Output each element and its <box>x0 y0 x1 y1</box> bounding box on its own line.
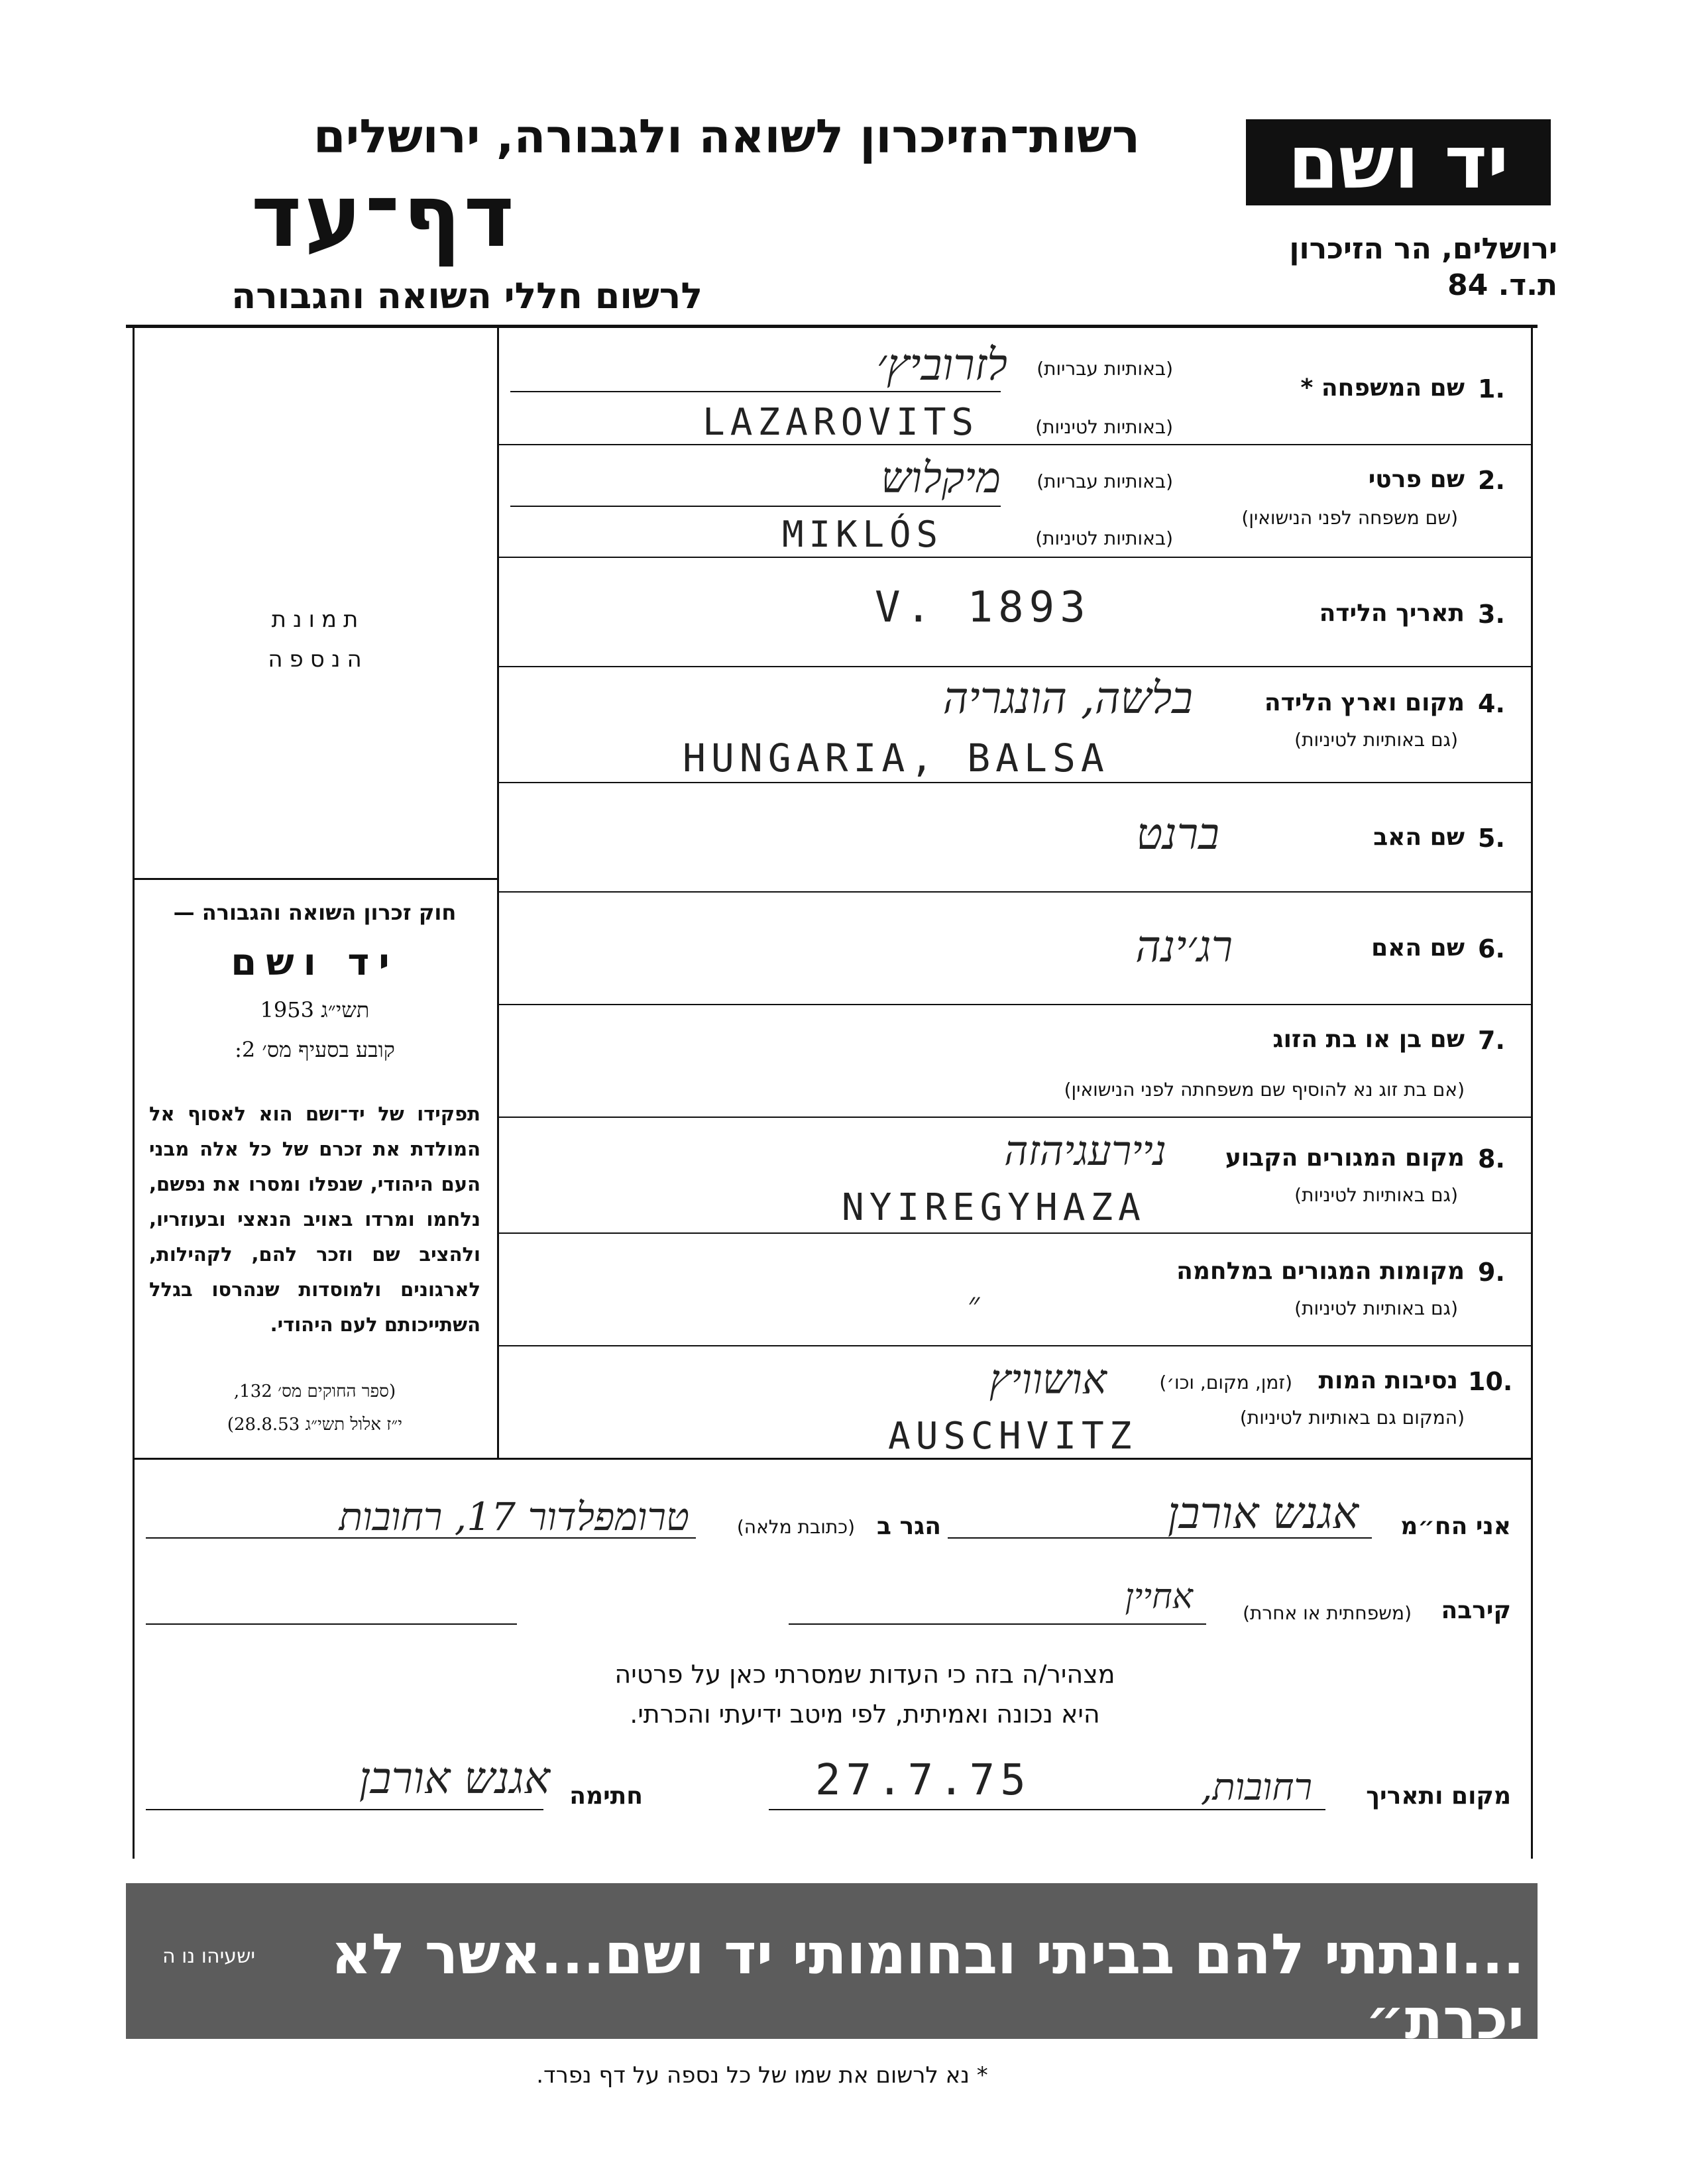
fields-6-num: 7. <box>1478 1026 1505 1055</box>
fields-6-label: שם בן או בת הזוג <box>1272 1026 1465 1053</box>
declarant-relation: אחיין <box>1125 1577 1193 1617</box>
fields-9-note: (המקום גם באותיות לטיניות) <box>1239 1407 1465 1429</box>
fields-6-note: (אם בת זוג נא להוסיף שם משפחתה לפני הנישואין) <box>1064 1079 1465 1101</box>
surname-latin: LAZAROVITS <box>702 401 980 444</box>
fields-3-label: מקום וארץ הלידה <box>1264 689 1465 716</box>
death-place-hebrew: אושוויץ <box>989 1355 1107 1403</box>
fields-2-num: 3. <box>1478 600 1505 629</box>
fields-9-num: 10. <box>1468 1367 1513 1396</box>
fields-9-label: נסיבות המות <box>1318 1367 1458 1394</box>
fields-1-sub1: (באותיות עבריות) <box>1037 470 1173 492</box>
law-text: תפקידו של יד־ושם הוא לאסוף אל המולדת את זכרם של כל אלה מבני העם היהודי, שנפלו ומסרו את נפשם, נלחמו ומרדו באויב הנאצי ובעוזריו, ולהציב שם וזכר להם, לקהילות, לארגונים ולמוסדות שנהרסו בגלל השתייכותם לעם היהודי. <box>149 1103 480 1336</box>
law-clause: קובע בסעיף מס׳ 2: <box>235 1037 395 1062</box>
logo: יד ושם <box>1246 119 1551 205</box>
declarant-resides-label: הגר ב <box>877 1513 941 1540</box>
fields-1-label: שם פרטי <box>1368 466 1465 493</box>
declarant-relation-label: קירבה <box>1441 1597 1511 1624</box>
declaration-line1: מצהיר/ה בזה כי העדות שמסרתי כאן על פרטיה <box>614 1660 1115 1689</box>
wartime-residence-value: ״ <box>968 1285 980 1323</box>
father-name-value: ברנט <box>1136 808 1219 859</box>
fields-7-num: 8. <box>1478 1144 1505 1174</box>
fields-1-sub2: (באותיות לטיניות) <box>1035 527 1173 549</box>
birth-place-hebrew: בלשה, הונגריה <box>942 673 1193 724</box>
declarant-i-label: אני הח״מ <box>1400 1513 1511 1540</box>
declaration-line2: היא נכונה ואמיתית, לפי מיטב ידיעתי והכרתי. <box>630 1700 1100 1729</box>
page-subtitle: לרשום חללי השואה והגבורה <box>231 275 702 317</box>
fields-0-sub2: (באותיות לטיניות) <box>1035 416 1173 438</box>
banner-reference: ישעיהו נו ה <box>162 1945 256 1968</box>
law-source-2: י״ז אלול תשי״ג 28.8.53) <box>227 1415 403 1435</box>
declarant-address-note: (כתובת מלאה) <box>736 1516 855 1538</box>
death-place-latin: AUSCHVITZ <box>888 1415 1137 1458</box>
declarant-name: אגנש אורבן <box>1167 1488 1359 1539</box>
fields-0-num: 1. <box>1478 374 1505 404</box>
declaration-place: רחובות, <box>1200 1766 1312 1809</box>
fields-4-num: 5. <box>1478 824 1505 853</box>
banner-quote: ...ונתתי להם בביתי ובחומותי יד ושם...אשר לא יכרת״ <box>331 1922 1524 2051</box>
fields-5-label: שם האם <box>1371 934 1465 961</box>
declarant-signature-label: חתימה <box>569 1782 643 1810</box>
law-name: יד ושם <box>231 941 399 984</box>
fields-0-sub1: (באותיות עבריות) <box>1037 358 1173 380</box>
organization-name: רשות־הזיכרון לשואה ולגבורה, ירושלים <box>313 109 1140 164</box>
declaration-date: 27.7.75 <box>815 1756 1031 1805</box>
declarant-relation-note: (משפחתית או אחרת) <box>1243 1602 1412 1624</box>
fields-5-num: 6. <box>1478 934 1505 963</box>
page-title: דף־עד <box>251 166 517 266</box>
law-heading: חוק זכרון השואה והגבורה — <box>173 900 457 925</box>
birth-date-value: V. 1893 <box>875 583 1091 632</box>
fields-8-label: מקומות המגורים במלחמה <box>1176 1258 1465 1285</box>
photo-label-line2: הנספה <box>268 646 368 673</box>
fields-2-label: תאריך הלידה <box>1319 600 1465 627</box>
first-name-latin: MIKLÓS <box>782 514 944 555</box>
fields-8-num: 9. <box>1478 1258 1505 1287</box>
photo-label-line1: תמונת <box>271 606 365 633</box>
footnote: * נא לרשום את שמו של כל נספה על דף נפרד. <box>536 2062 988 2089</box>
residence-latin: NYIREGYHAZA <box>842 1186 1146 1229</box>
fields-1-note: (שם משפחה לפני הנישואין) <box>1241 507 1458 529</box>
fields-8-note: (גם באותיות לטיניות) <box>1294 1297 1458 1319</box>
logo-address: ירושלים, הר הזיכרון <box>1289 232 1557 266</box>
residence-hebrew: ניירעגיהזה <box>1004 1126 1166 1175</box>
fields-1-num: 2. <box>1478 466 1505 495</box>
first-name-hebrew: מיקלוש <box>881 454 1001 503</box>
signature: אגנש אורבן <box>359 1753 550 1804</box>
surname-hebrew: לזרוביץ׳ <box>876 339 1007 390</box>
fields-7-label: מקום המגורים הקבוע <box>1225 1144 1465 1172</box>
declarant-place-date-label: מקום ותאריך <box>1366 1782 1511 1810</box>
mother-name-value: רג׳ינה <box>1135 921 1233 972</box>
fields-7-note: (גם באותיות לטיניות) <box>1294 1184 1458 1206</box>
fields-3-note: (גם באותיות לטיניות) <box>1294 729 1458 751</box>
fields-0-label: שם המשפחה * <box>1300 374 1465 402</box>
fields-9-label-note: (זמן, מקום, וכו׳) <box>1159 1372 1292 1393</box>
logo-po-box: ת.ד. 84 <box>1447 268 1557 302</box>
law-year: תשי״ג 1953 <box>260 997 370 1022</box>
birth-place-latin: HUNGARIA, BALSA <box>683 736 1109 781</box>
fields-3-num: 4. <box>1478 689 1505 718</box>
fields-4-label: שם האב <box>1373 824 1465 851</box>
law-source-1: (ספר החוקים מס׳ 132, <box>233 1382 396 1401</box>
declarant-address: טרומפלדור 17, רחובות <box>339 1494 689 1539</box>
